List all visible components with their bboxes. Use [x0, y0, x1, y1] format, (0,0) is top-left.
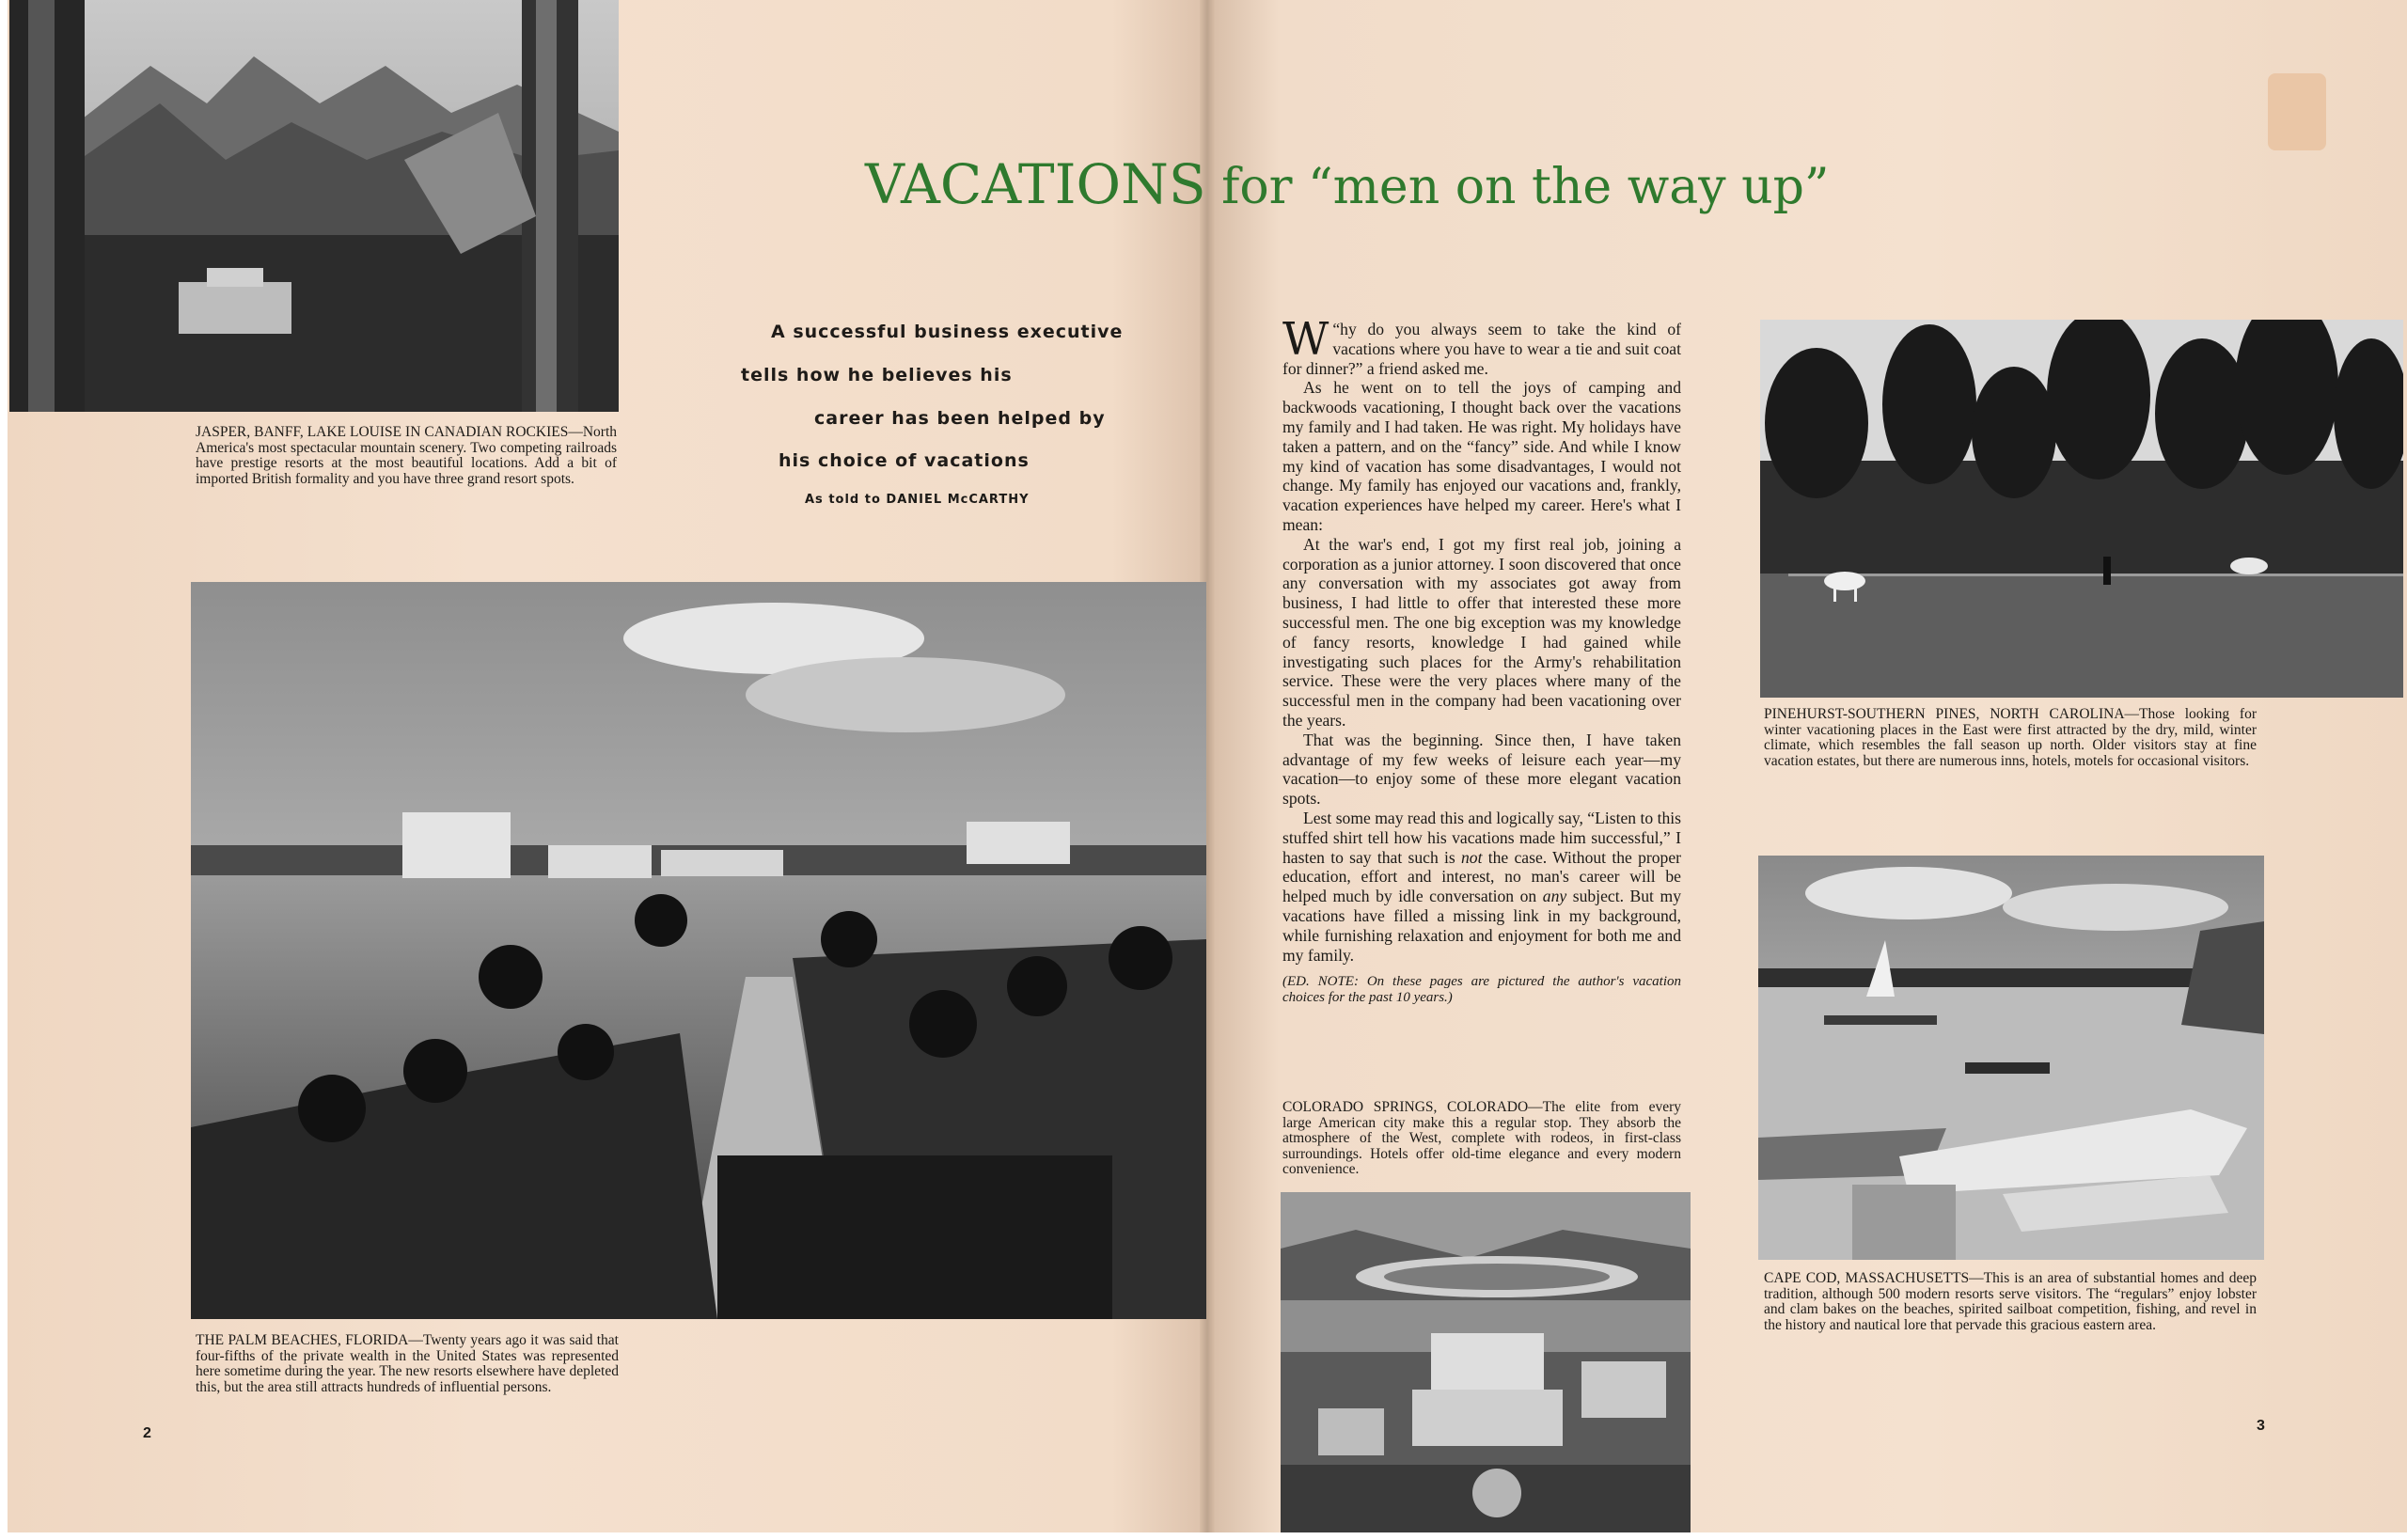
page-title	[865, 152, 1880, 216]
caption-cape-cod: CAPE COD, MASSACHUSETTS—This is an area of substantial homes and deep tradition, although 500 modern resorts serve visitors. The “regulars” enjoy lobster and clam bakes on the beaches, spirited sailboat competition, fishing, and revel in the history and nautical lore that pervade this gracious eastern area.	[1764, 1270, 2257, 1333]
caption-pinehurst: PINEHURST-SOUTHERN PINES, NORTH CAROLINA—Those looking for winter vacationing places in the East were first attracted by the dry, mild, winter climate, which resembles the fall season up north. Older visitors stay at fine vacation estates, but there are numerous inns, hotels, motels for occasional visitors.	[1764, 706, 2257, 769]
cape-cod-photo	[1758, 856, 2264, 1260]
deck-line-4: his choice of vacations	[779, 450, 1030, 471]
colorado-springs-photo	[1281, 1192, 1691, 1532]
jasper-banff-photo	[9, 0, 619, 412]
byline: As told to DANIEL McCARTHY	[805, 493, 1030, 507]
paper-stain	[2268, 73, 2326, 150]
article-paragraph-5: Lest some may read this and logically say, “Listen to this stuffed shirt tell how his vacations made him successful,” I hasten to say that such is not the case. Without the proper education, effort and interest, no man's career will be helped much by idle conversation on any subject. But my vacations have filled a missing link in my background, while furnishing relaxation and enjoyment for both me and my family.	[1282, 808, 1681, 965]
article-body	[1282, 313, 1681, 1006]
page-number-right: 3	[2257, 1418, 2265, 1434]
article-paragraph-1: “ W hy do you always seem to take the kind of vacations where you have to wear a tie and suit coat for dinner?” a friend asked me.	[1282, 313, 1681, 378]
caption-jasper: JASPER, BANFF, LAKE LOUISE IN CANADIAN ROCKIES—North America's most spectacular mountain scenery. Two competing railroads have prestige resorts at the most beautiful locations. Add a bit of imported British formality and you have three grand resort spots.	[196, 424, 617, 487]
headline-main: VACATIONS	[865, 152, 1206, 216]
deck-line-2: tells how he believes his	[741, 365, 1013, 385]
caption-palm-beaches: THE PALM BEACHES, FLORIDA—Twenty years ago it was said that four-fifths of the private wealth in the United States was represented here sometime during the year. The new resorts elsewhere have depleted this, but the area still attracts hundreds of influential persons.	[196, 1332, 619, 1395]
editor-note: (ED. NOTE: On these pages are pictured the author's vacation choices for the past 10 years.)	[1282, 974, 1681, 1006]
deck-line-1: A successful business executive	[771, 322, 1124, 342]
deck-line-3: career has been helped by	[814, 408, 1106, 429]
pinehurst-photo	[1760, 320, 2403, 698]
opening-quote: “	[1332, 320, 1341, 338]
palm-beaches-photo	[191, 582, 1206, 1319]
headline-rest: for “men on the way up”	[1205, 159, 1830, 215]
article-paragraph-4: That was the beginning. Since then, I have taken advantage of my few weeks of leisure each year—my vacation—to enjoy some of these more elegant vacation spots.	[1282, 730, 1681, 809]
dropcap: W	[1282, 313, 1329, 366]
article-paragraph-3: At the war's end, I got my first real job, joining a corporation as a junior attorney. I soon discovered that once any conversation with my associates got away from business, I had little to offer that interested these more successful men. The one big exception was my knowledge of fancy resorts, knowledge I had gained while investigating such places for the Army's rehabilitation service. These were the very places where many of the successful men in the company had been vacationing over the years.	[1282, 534, 1681, 730]
caption-colorado: COLORADO SPRINGS, COLORADO—The elite from every large American city make this a regular stop. They absorb the atmosphere of the West, complete with rodeos, in first-class surroundings. Hotels offer old-time elegance and every modern convenience.	[1282, 1099, 1681, 1177]
page-number-left: 2	[143, 1425, 151, 1441]
article-paragraph-2: As he went on to tell the joys of camping and backwoods vacationing, I thought back over the vacations my family and I had taken. He was right. My holidays have taken a pattern, and on the “fancy” side. And while I know my kind of vacation has some disadvantages, I would not change. My family has enjoyed our vacations and, frankly, vacation experiences have helped my career. Here's what I mean:	[1282, 378, 1681, 534]
